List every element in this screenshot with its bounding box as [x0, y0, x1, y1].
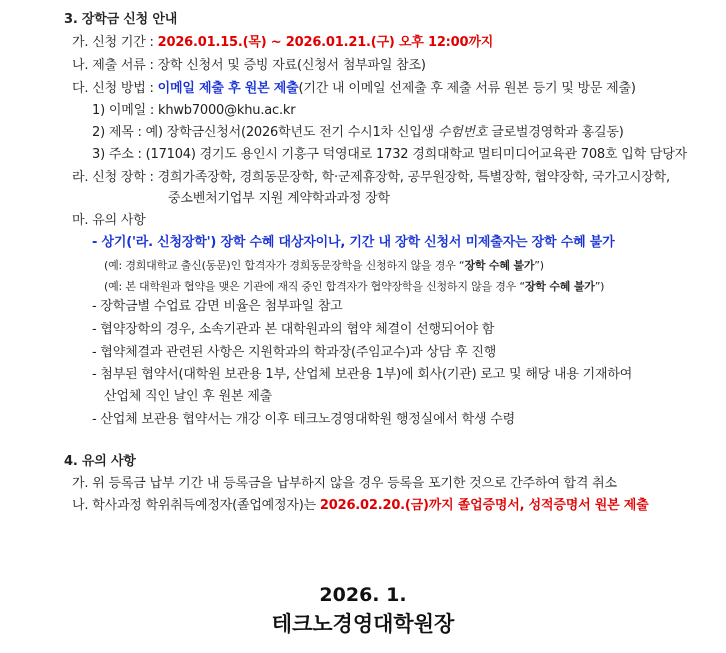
notes-heading: 마. 유의 사항	[72, 213, 146, 228]
note-item-continuation: 산업체 직인 날인 후 원본 제출	[104, 389, 272, 404]
example-1-end: ”)	[534, 259, 544, 272]
subject-suffix: 글로벌경영학과 홍길동)	[487, 125, 624, 140]
apply-method	[72, 80, 636, 98]
note-item: - 산업체 보관용 협약서는 개강 이후 테크노경영대학원 행정실에서 학생 수령	[92, 412, 515, 427]
apply-method-label: 다. 신청 방법 :	[72, 81, 158, 96]
apply-period	[72, 34, 493, 52]
note-item: - 협약체결과 관련된 사항은 지원학과의 학과장(주임교수)과 상담 후 진행	[92, 345, 497, 360]
note-item: - 첨부된 협약서(대학원 보관용 1부, 산업체 보관용 1부)에 회사(기관) 로고 및 해당 내용 기재하여	[92, 367, 633, 382]
example-2-text: (예: 본 대학원과 협약을 맺은 기관에 재직 중인 합격자가 협약장학을 신청하지 않을 경우 “	[104, 280, 525, 293]
section-4-line-1: 가. 위 등록금 납부 기간 내 등록금을 납부하지 않을 경우 등록을 포기한 것으로 간주하여 합격 취소	[72, 476, 617, 491]
example-1-bold: 장학 수혜 불가	[464, 259, 535, 272]
footer-org: 테크노경영대학원장	[271, 612, 455, 636]
example-1-text: (예: 경희대학교 출신(동문)인 합격자가 경희동문장학을 신청하지 않을 경우 “	[104, 259, 465, 272]
scholarship-types-line2: 중소벤처기업부 지원 계약학과과정 장학	[168, 191, 390, 206]
subject-prefix: 2) 제목 : 예) 장학금신청서(2026학년도 전기 수시1차 신입생	[92, 125, 438, 140]
note-item: - 장학금별 수업료 감면 비율은 첨부파일 참고	[92, 299, 343, 314]
section-4-heading: 4. 유의 사항	[64, 454, 136, 469]
warning-line: - 상기('라. 신청장학') 장학 수혜 대상자이나, 기간 내 장학 신청서 미제출자는 장학 수혜 불가	[92, 235, 615, 250]
submit-docs: 나. 제출 서류 : 장학 신청서 및 증빙 자료(신청서 첨부파일 참조)	[72, 58, 426, 73]
footer-date: 2026. 1.	[319, 584, 407, 606]
apply-period-value: 2026.01.15.(목) ~ 2026.01.21.(구) 오후 12:00까지	[157, 35, 494, 50]
section-3-heading: 3. 장학금 신청 안내	[64, 12, 178, 27]
scholarship-types-line1: 라. 신청 장학 : 경희가족장학, 경희동문장학, 학·군제휴장학, 공무원장학, 특별장학, 협약장학, 국가고시장학,	[72, 170, 670, 185]
subject-line	[92, 124, 624, 142]
section-4-line-2-red: 2026.02.20.(금)까지 졸업증명서, 성적증명서 원본 제출	[319, 498, 649, 513]
section-4-line-2	[72, 497, 649, 515]
example-2	[104, 278, 604, 296]
apply-period-label: 가. 신청 기간 :	[72, 35, 158, 50]
address-line: 3) 주소 : (17104) 경기도 용인시 기흥구 덕영대로 1732 경희대학교 멀티미디어교육관 708호 입학 담당자	[92, 147, 688, 162]
apply-method-highlight: 이메일 제출 후 원본 제출	[157, 81, 299, 96]
example-2-end: ”)	[594, 280, 605, 293]
apply-method-rest: (기간 내 이메일 선제출 후 제출 서류 원본 등기 및 방문 제출)	[298, 81, 636, 96]
email-line: 1) 이메일 : khwb7000@khu.ac.kr	[92, 103, 296, 118]
note-item: - 협약장학의 경우, 소속기관과 본 대학원과의 협약 체결이 선행되어야 함	[92, 322, 495, 337]
subject-italic: 수험번호	[437, 125, 488, 140]
section-4-line-2-prefix: 나. 학사과정 학위취득예정자(졸업예정자)는	[72, 498, 320, 513]
example-1	[104, 257, 544, 275]
example-2-bold: 장학 수혜 불가	[524, 280, 595, 293]
